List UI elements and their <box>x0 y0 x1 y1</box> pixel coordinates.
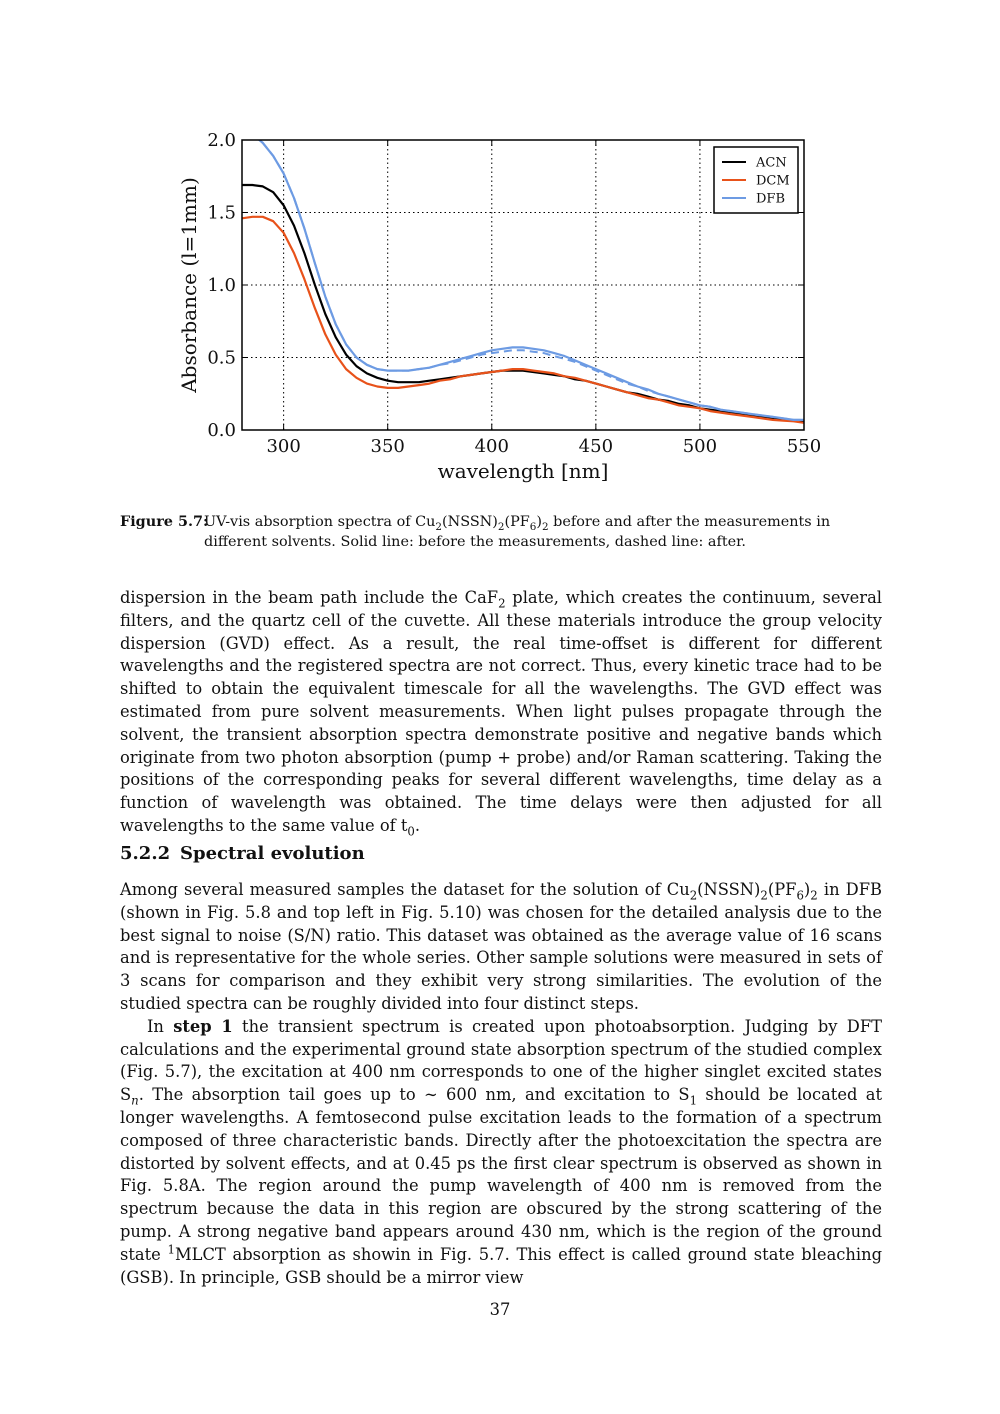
legend-label-dfb: DFB <box>756 191 785 207</box>
body-paragraph-gvd: dispersion in the beam path include the CaF$_2$ plate, which creates the continuum, several filters, and the quartz cell of the cuvette. All these materials introduce the group velocity dispersion (GVD) effect. As a result, the real time-offset is different for different wavelengths and the registered spectra are not correct. Thus, every kinetic trace had to be shifted to obtain the equivalent timescale for all the wavelengths. The GVD effect was estimated from pure solvent measurements. When light pulses propagate through the solvent, the transient absorption spectra demonstrate positive and negative bands which originate from two photon absorption (pump + probe) and/or Raman scattering. Taking the positions of the corresponding peaks for several different wavelengths, time delay as a function of wavelength was obtained. The time delays were then adjusted for all wavelengths to the same value of $t_0$. <box>120 588 882 839</box>
x-tick-label: 350 <box>370 436 405 457</box>
body-paragraph-dataset: Among several measured samples the dataset for the solution of $Cu_2(NSSN)_2(PF_6)_2$ in DFB (shown in Fig. 5.8 and top left in Fig. 5.10) was chosen for the detailed analysis due to the best signal to noise (S/N) ratio. This dataset was obtained as the average value of 16 scans and is representative for the whole series. Other sample solutions were measured in sets of 3 scans for comparison and they exhibit very strong similarities. The evolution of the studied spectra can be roughly divided into four distinct steps. <box>120 880 882 1013</box>
figure-caption <box>120 512 884 552</box>
body-text-spectral-evolution <box>120 879 882 1289</box>
absorbance-chart <box>170 128 830 490</box>
x-tick-label: 550 <box>786 436 822 457</box>
figure-label: Figure 5.7: <box>120 513 209 530</box>
series-line-dcm <box>242 217 804 423</box>
legend-label-acn: ACN <box>756 155 787 171</box>
legend-label-dcm: DCM <box>756 173 790 189</box>
y-tick-label: 2.0 <box>207 130 236 151</box>
section-number: 5.2.2 <box>120 843 171 864</box>
series-line-acn <box>242 185 804 421</box>
x-tick-label: 450 <box>578 436 614 457</box>
x-tick-label: 500 <box>682 436 718 457</box>
y-axis-label: Absorbance (l=1mm) <box>177 177 201 393</box>
section-heading <box>120 843 365 864</box>
y-tick-label: 0.0 <box>207 420 236 441</box>
x-tick-label: 300 <box>266 436 301 457</box>
caption-text: UV-vis absorption spectra of $Cu_2(NSSN)_2(PF_6)_2$ before and after the measurements in different solvents. Solid line: before the measurements, dashed line: after. <box>204 514 831 550</box>
y-tick-label: 1.5 <box>207 202 236 224</box>
chart-legend <box>714 147 798 213</box>
page-number: 37 <box>489 1300 511 1319</box>
x-tick-label: 400 <box>474 436 509 457</box>
y-tick-label: 0.5 <box>207 347 236 369</box>
y-tick-label: 1.0 <box>207 275 236 296</box>
section-title: Spectral evolution <box>180 843 365 864</box>
x-axis-label: wavelength [nm] <box>437 459 609 483</box>
body-paragraph-step1: In step 1 the transient spectrum is created upon photoabsorption. Judging by DFT calculations and the experimental ground state absorption spectrum of the studied complex (Fig. 5.7), the excitation at 400 nm corresponds to one of the higher singlet excited states $S_n$. The absorption tail goes up to ∼ 600 nm, and excitation to $S_1$ should be located at longer wavelengths. A femtosecond pulse excitation leads to the formation of a spectrum composed of three characteristic bands. Directly after the photoexcitation the spectra are distorted by solvent effects, and at 0.45 ps the first clear spectrum is observed as shown in Fig. 5.8A. The region around the pump wavelength of 400 nm is removed from the spectrum because the data in this region are obscured by the strong scattering of the pump. A strong negative band appears around 430 nm, which is the region of the ground state $^1$MLCT absorption as showin in Fig. 5.7. This effect is called ground state bleaching (GSB). In principle, GSB should be a mirror view <box>120 1016 883 1287</box>
